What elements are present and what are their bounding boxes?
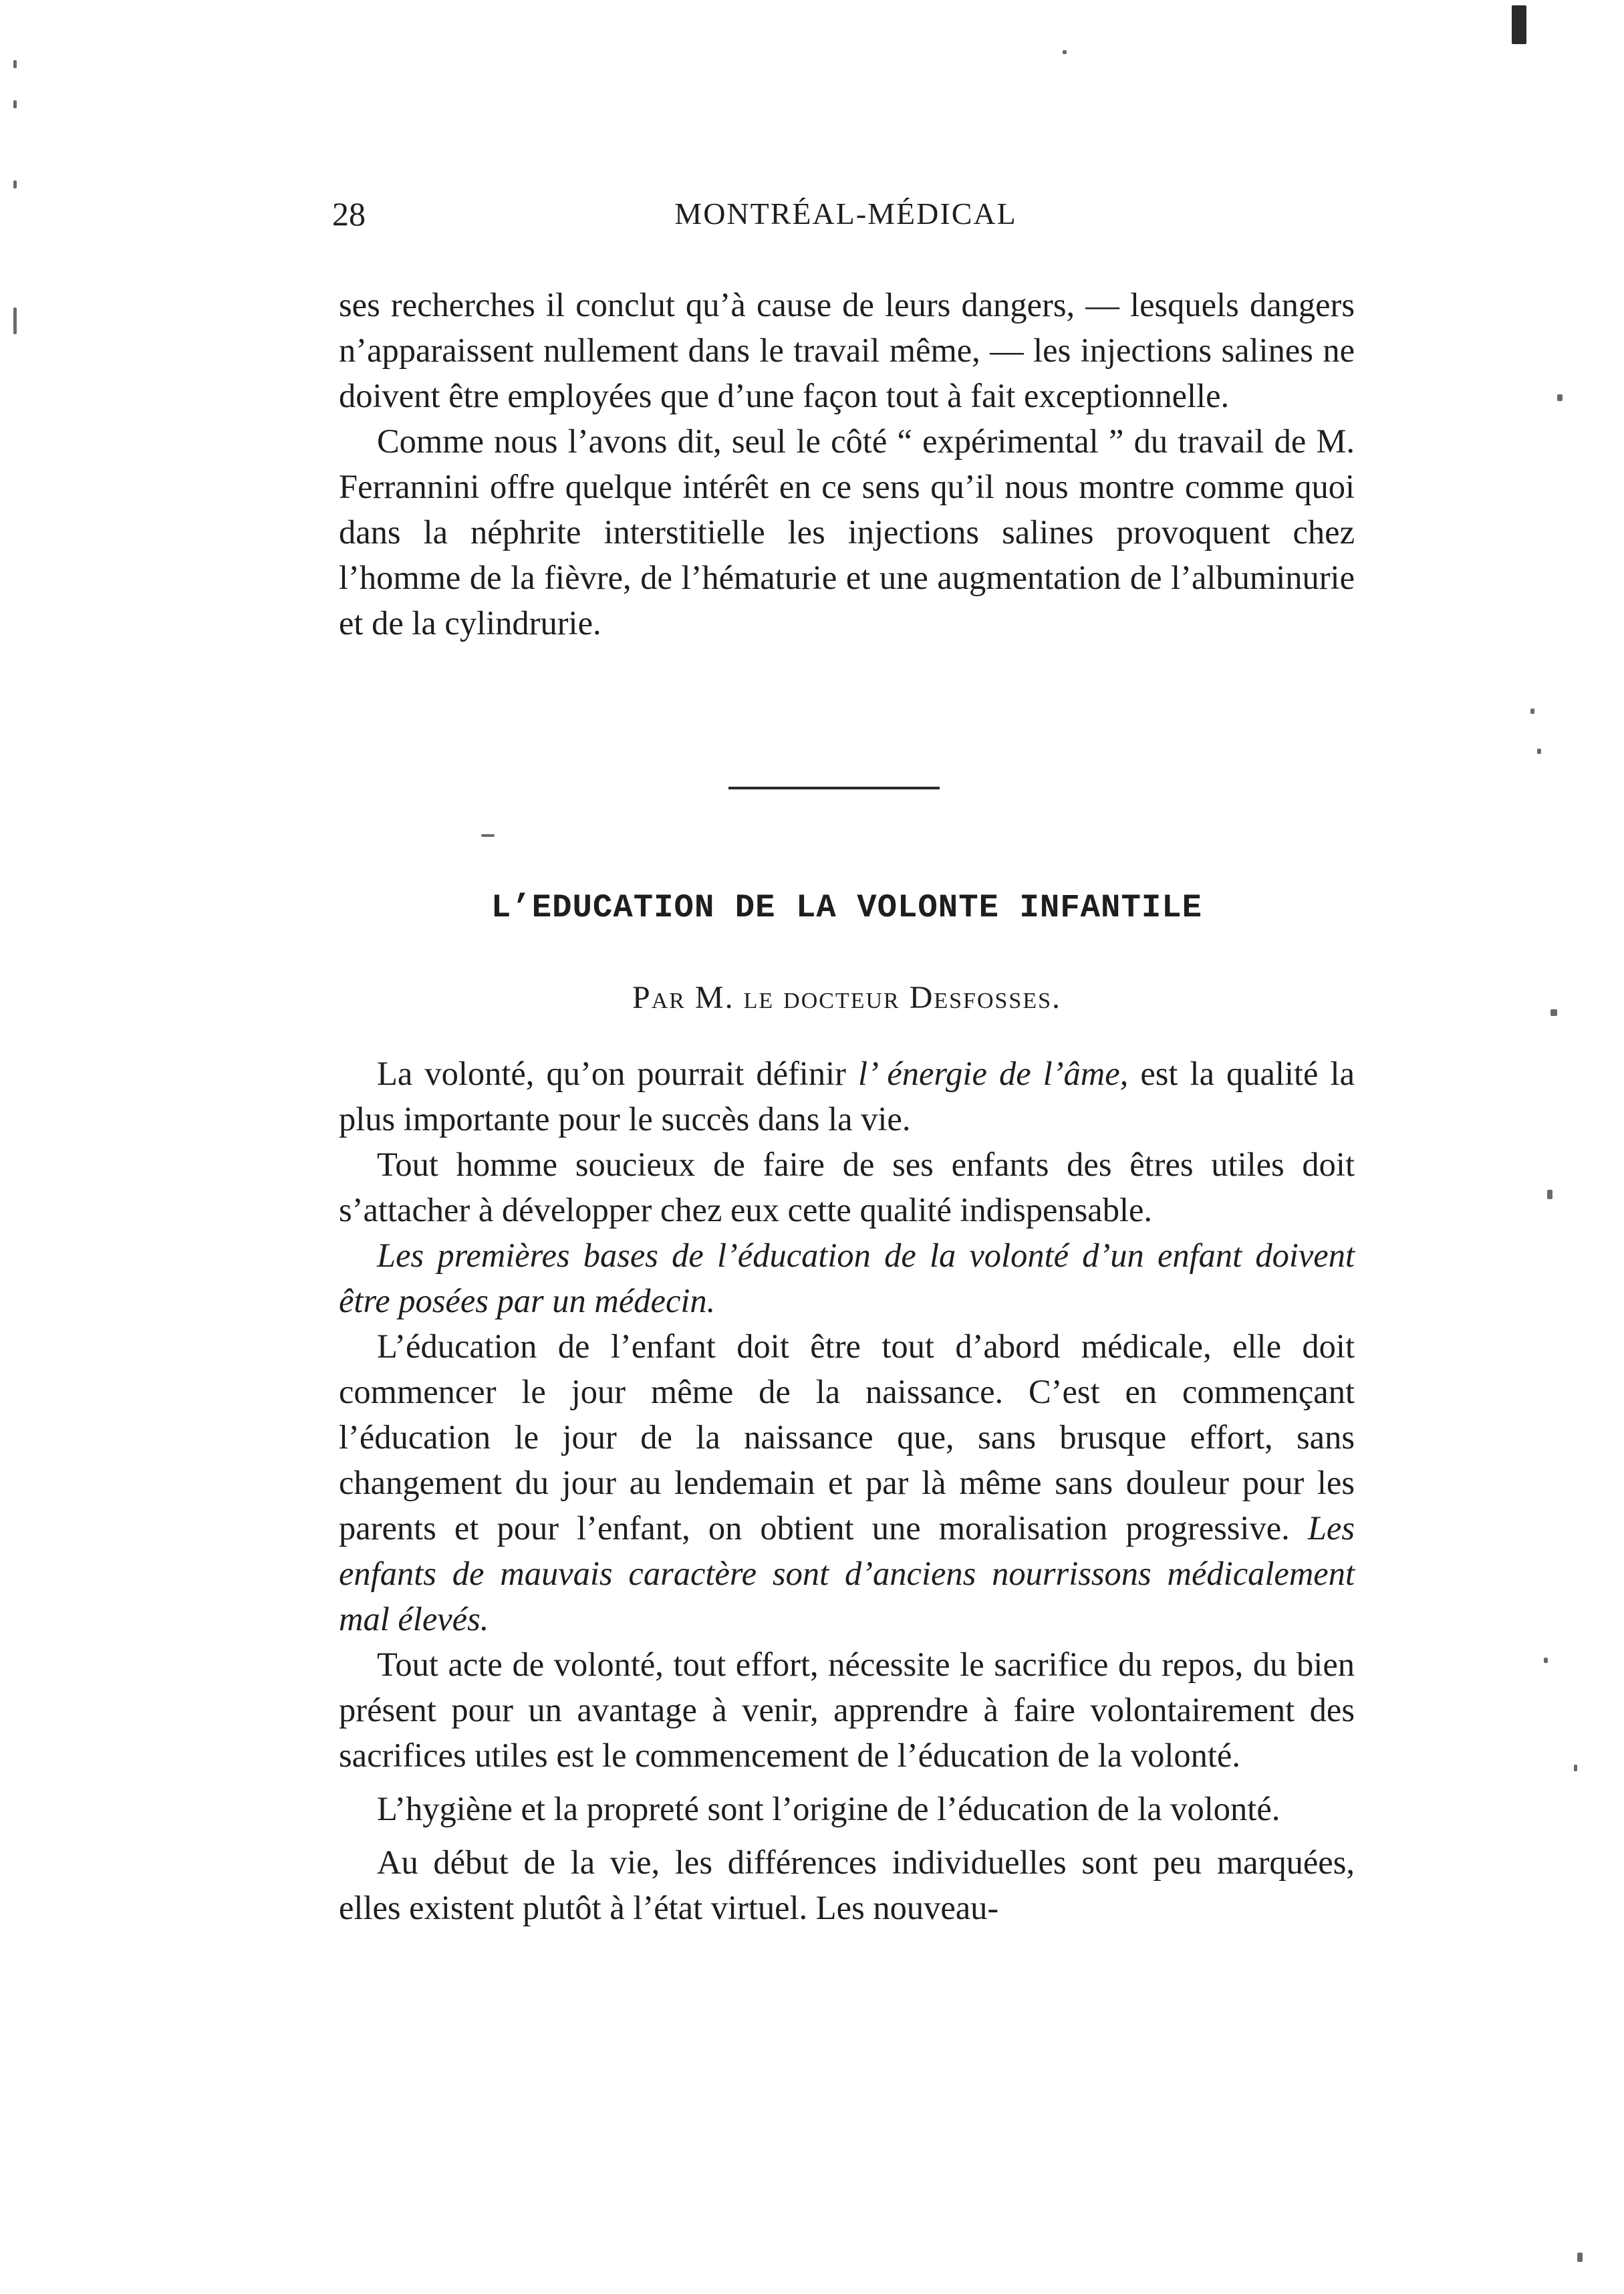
paragraph [339, 1051, 1355, 1142]
scan-artifact [13, 60, 17, 68]
paragraph: Tout acte de volonté, tout effort, nécessite le sacrifice du repos, du bien présent pour un avantage à venir, apprendre à faire volontairement des sacrifices utiles est le commencement de l’éducation de la volonté. [339, 1646, 1355, 1774]
scan-artifact [1544, 1658, 1548, 1663]
paragraph: Comme nous l’avons dit, seul le côté “ expérimental ” du travail de M. Ferrannini offre quelque intérêt en ce sens qu’il nous montre comme quoi dans la néphrite interstitielle les injections salines provoquent chez l’homme de la fièvre, de l’hématurie et une augmentation de l’albuminurie et de la cylindrurie. [339, 422, 1355, 642]
scan-artifact [1574, 1765, 1577, 1771]
emphasis-text: Les premières bases de l’éducation de la volonté d’un enfant doivent être posées par un médecin. [339, 1237, 1355, 1319]
scan-artifact [1547, 1190, 1552, 1199]
section-divider [728, 787, 940, 789]
page-number: 28 [332, 195, 366, 233]
scan-artifact [481, 834, 495, 837]
scan-artifact [1063, 50, 1067, 54]
scan-artifact [1512, 5, 1526, 44]
scan-artifact [13, 307, 17, 334]
scan-artifact [1550, 1009, 1557, 1016]
scan-artifact [13, 180, 17, 188]
journal-title: MONTRÉAL-MÉDICAL [674, 197, 1017, 231]
scan-artifact [1537, 749, 1541, 754]
paragraph-text: est la qualité la plus importante pour le succès dans la vie. [339, 1055, 1355, 1138]
scan-artifact [13, 100, 17, 108]
paragraph-text: L’éducation de l’enfant doit être tout d’abord médicale, elle doit commencer le jour même de la naissance. C’est en commençant l’éducation le jour de la naissance que, sans brusque effort, sans changement du jour au lendemain et par là même sans douleur pour les parents et pour l’enfant, on obtient une moralisation progressive. [339, 1327, 1355, 1547]
emphasis-text: l’ énergie de l’âme, [858, 1055, 1129, 1092]
continued-text [339, 282, 1355, 646]
paragraph: L’hygiène et la propreté sont l’origine de l’éducation de la volonté. [377, 1790, 1280, 1827]
paragraph-text: La volonté, qu’on pourrait définir [377, 1055, 858, 1092]
scan-artifact [1530, 709, 1534, 714]
emphasis-text: Les enfants de mauvais caractère sont d’anciens nourrissons médicalement mal élevés. [339, 1509, 1355, 1638]
article-title: L’EDUCATION DE LA VOLONTE INFANTILE [491, 889, 1203, 926]
paragraph [339, 1323, 1355, 1642]
paragraph: Au début de la vie, les différences individuelles sont peu marquées, elles existent plutôt à l’état virtuel. Les nouveau- [339, 1843, 1355, 1926]
article-byline: Par M. le docteur Desfosses. [632, 980, 1061, 1015]
article-body [339, 1051, 1355, 1930]
scan-artifact [1557, 394, 1563, 401]
paragraph: Tout homme soucieux de faire de ses enfants des êtres utiles doit s’attacher à développer chez eux cette qualité indispensable. [339, 1146, 1355, 1229]
paragraph [339, 1233, 1355, 1323]
scan-artifact [1577, 2253, 1583, 2262]
running-header [332, 190, 1359, 237]
paragraph-continued: ses recherches il conclut qu’à cause de leurs dangers, — lesquels dangers n’apparaissent nullement dans le travail même, — les injections salines ne doivent être employées que d’une façon tout à fait exceptionnelle. [339, 286, 1355, 414]
